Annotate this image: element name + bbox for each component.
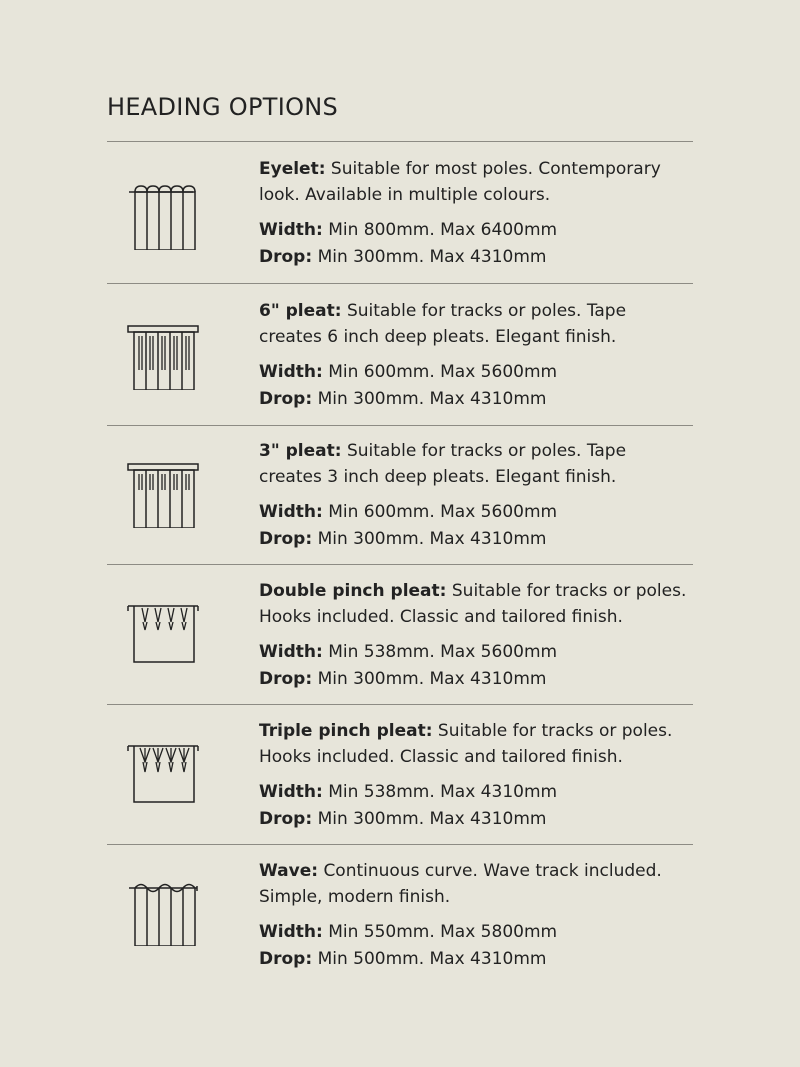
drop-label: Drop:: [259, 809, 313, 829]
divider: [107, 704, 693, 705]
option-three-inch-pleat: [107, 438, 693, 578]
width-value: Min 600mm. Max 5600mm: [328, 362, 558, 382]
width-value: Min 800mm. Max 6400mm: [328, 220, 558, 240]
width-label: Width:: [259, 922, 323, 942]
divider: [107, 425, 693, 426]
width-label: Width:: [259, 642, 323, 662]
width-spec: [259, 639, 557, 665]
width-spec: [259, 779, 557, 805]
drop-value: Min 300mm. Max 4310mm: [317, 389, 547, 409]
drop-value: Min 300mm. Max 4310mm: [317, 247, 547, 267]
drop-label: Drop:: [259, 247, 313, 267]
drop-value: Min 300mm. Max 4310mm: [317, 669, 547, 689]
width-label: Width:: [259, 362, 323, 382]
drop-label: Drop:: [259, 389, 313, 409]
option-description: Suitable for tracks or poles. Tape creates 3 inch deep pleats. Elegant finish.: [259, 441, 627, 487]
option-wave: [107, 858, 693, 998]
width-value: Min 600mm. Max 5600mm: [328, 502, 558, 522]
option-name: Eyelet:: [259, 159, 326, 179]
width-spec: [259, 217, 557, 243]
drop-value: Min 300mm. Max 4310mm: [317, 529, 547, 549]
width-spec: [259, 919, 557, 945]
drop-value: Min 300mm. Max 4310mm: [317, 809, 547, 829]
drop-label: Drop:: [259, 529, 313, 549]
width-value: Min 538mm. Max 5600mm: [328, 642, 558, 662]
option-description-row: [259, 718, 689, 770]
option-description: Continuous curve. Wave track included. Simple, modern finish.: [259, 861, 662, 907]
option-description-row: [259, 858, 689, 910]
option-description-row: [259, 578, 689, 630]
width-value: Min 550mm. Max 5800mm: [328, 922, 558, 942]
double-pinch-pleat-heading-icon: [125, 586, 201, 668]
option-eyelet: [107, 156, 693, 296]
triple-pinch-pleat-heading-icon: [125, 726, 201, 808]
option-name: Double pinch pleat:: [259, 581, 447, 601]
option-name: 3" pleat:: [259, 441, 342, 461]
width-label: Width:: [259, 782, 323, 802]
divider: [107, 844, 693, 845]
option-triple-pinch-pleat: [107, 718, 693, 858]
option-six-inch-pleat: [107, 298, 693, 438]
eyelet-heading-icon: [125, 168, 201, 250]
divider: [107, 283, 693, 284]
drop-spec: [259, 244, 546, 270]
option-name: Triple pinch pleat:: [259, 721, 433, 741]
width-label: Width:: [259, 220, 323, 240]
drop-label: Drop:: [259, 949, 313, 969]
width-spec: [259, 499, 557, 525]
option-name: 6" pleat:: [259, 301, 342, 321]
drop-spec: [259, 526, 546, 552]
page-title: HEADING OPTIONS: [107, 93, 339, 121]
three-inch-pleat-heading-icon: [125, 446, 201, 528]
option-description-row: [259, 438, 689, 490]
option-description-row: [259, 156, 689, 208]
six-inch-pleat-heading-icon: [125, 308, 201, 390]
drop-spec: [259, 946, 546, 972]
width-label: Width:: [259, 502, 323, 522]
option-name: Wave:: [259, 861, 319, 881]
drop-value: Min 500mm. Max 4310mm: [317, 949, 547, 969]
option-description-row: [259, 298, 689, 350]
drop-spec: [259, 386, 546, 412]
width-value: Min 538mm. Max 4310mm: [328, 782, 558, 802]
option-double-pinch-pleat: [107, 578, 693, 718]
divider: [107, 564, 693, 565]
drop-spec: [259, 806, 546, 832]
width-spec: [259, 359, 557, 385]
divider: [107, 141, 693, 142]
option-description: Suitable for most poles. Contemporary look. Available in multiple colours.: [259, 159, 661, 205]
option-description: Suitable for tracks or poles. Tape creates 6 inch deep pleats. Elegant finish.: [259, 301, 627, 347]
option-description: Suitable for tracks or poles. Hooks included. Classic and tailored finish.: [259, 581, 687, 627]
wave-heading-icon: [125, 864, 201, 946]
drop-spec: [259, 666, 546, 692]
drop-label: Drop:: [259, 669, 313, 689]
option-description: Suitable for tracks or poles. Hooks included. Classic and tailored finish.: [259, 721, 673, 767]
